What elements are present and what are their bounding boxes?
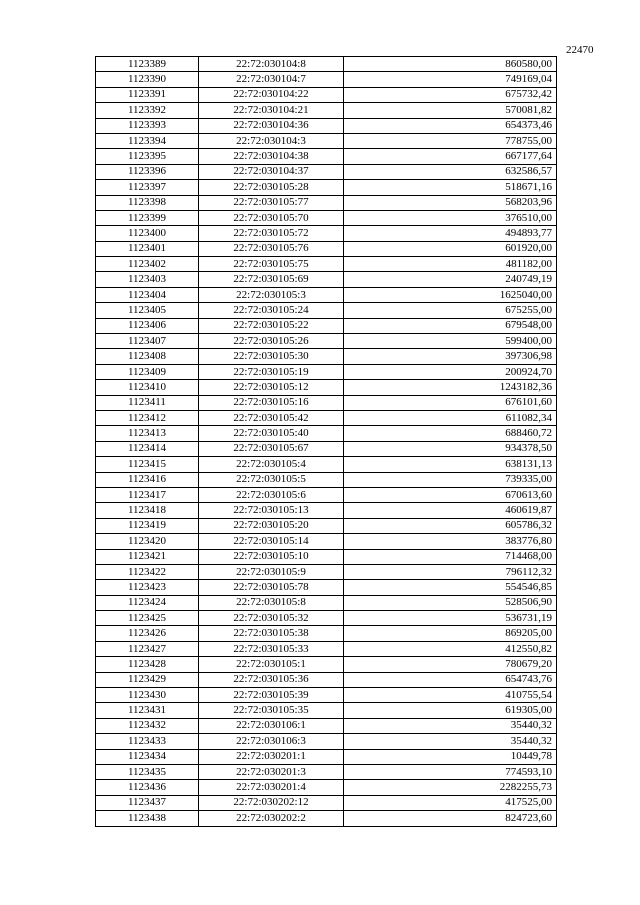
cadastral-value-cell: 518671,16 (344, 180, 557, 195)
table-row (96, 595, 557, 610)
table-row (96, 503, 557, 518)
cadastral-value-cell: 679548,00 (344, 318, 557, 333)
row-number-cell: 1123399 (96, 210, 199, 225)
table-row (96, 118, 557, 133)
registry-table (95, 56, 557, 827)
row-number-cell: 1123407 (96, 334, 199, 349)
row-number-cell: 1123404 (96, 287, 199, 302)
table-row (96, 657, 557, 672)
cadastral-value-cell: 774593,10 (344, 764, 557, 779)
cadastral-value-cell: 417525,00 (344, 795, 557, 810)
cadastral-value-cell: 536731,19 (344, 611, 557, 626)
table-row (96, 764, 557, 779)
cadastral-value-cell: 739335,00 (344, 472, 557, 487)
cadastral-number-cell: 22:72:030105:72 (199, 226, 344, 241)
table-row (96, 426, 557, 441)
cadastral-number-cell: 22:72:030104:38 (199, 149, 344, 164)
cadastral-number-cell: 22:72:030104:37 (199, 164, 344, 179)
cadastral-number-cell: 22:72:030105:30 (199, 349, 344, 364)
table-row (96, 564, 557, 579)
cadastral-number-cell: 22:72:030105:14 (199, 534, 344, 549)
page-number: 22470 (566, 44, 594, 56)
cadastral-number-cell: 22:72:030105:78 (199, 580, 344, 595)
row-number-cell: 1123422 (96, 564, 199, 579)
cadastral-number-cell: 22:72:030202:12 (199, 795, 344, 810)
cadastral-number-cell: 22:72:030104:36 (199, 118, 344, 133)
row-number-cell: 1123406 (96, 318, 199, 333)
row-number-cell: 1123428 (96, 657, 199, 672)
row-number-cell: 1123423 (96, 580, 199, 595)
table-row (96, 518, 557, 533)
row-number-cell: 1123426 (96, 626, 199, 641)
table-row (96, 472, 557, 487)
row-number-cell: 1123424 (96, 595, 199, 610)
table-row (96, 410, 557, 425)
row-number-cell: 1123421 (96, 549, 199, 564)
row-number-cell: 1123436 (96, 780, 199, 795)
row-number-cell: 1123435 (96, 764, 199, 779)
cadastral-value-cell: 654373,46 (344, 118, 557, 133)
cadastral-number-cell: 22:72:030105:38 (199, 626, 344, 641)
cadastral-number-cell: 22:72:030105:69 (199, 272, 344, 287)
table-row (96, 534, 557, 549)
table-row (96, 703, 557, 718)
cadastral-value-cell: 376510,00 (344, 210, 557, 225)
table-row (96, 549, 557, 564)
row-number-cell: 1123415 (96, 457, 199, 472)
cadastral-value-cell: 412550,82 (344, 641, 557, 656)
cadastral-value-cell: 611082,34 (344, 410, 557, 425)
row-number-cell: 1123427 (96, 641, 199, 656)
table-row (96, 210, 557, 225)
cadastral-number-cell: 22:72:030104:8 (199, 57, 344, 72)
cadastral-value-cell: 675255,00 (344, 303, 557, 318)
row-number-cell: 1123408 (96, 349, 199, 364)
row-number-cell: 1123401 (96, 241, 199, 256)
cadastral-value-cell: 200924,70 (344, 364, 557, 379)
cadastral-number-cell: 22:72:030105:35 (199, 703, 344, 718)
table-row (96, 103, 557, 118)
cadastral-value-cell: 568203,96 (344, 195, 557, 210)
row-number-cell: 1123402 (96, 257, 199, 272)
cadastral-value-cell: 605786,32 (344, 518, 557, 533)
cadastral-number-cell: 22:72:030105:26 (199, 334, 344, 349)
cadastral-value-cell: 460619,87 (344, 503, 557, 518)
row-number-cell: 1123393 (96, 118, 199, 133)
cadastral-number-cell: 22:72:030106:1 (199, 718, 344, 733)
cadastral-value-cell: 10449,78 (344, 749, 557, 764)
table-row (96, 457, 557, 472)
table-row (96, 580, 557, 595)
table-row (96, 349, 557, 364)
cadastral-value-cell: 778755,00 (344, 133, 557, 148)
table-row (96, 241, 557, 256)
row-number-cell: 1123413 (96, 426, 199, 441)
cadastral-number-cell: 22:72:030105:40 (199, 426, 344, 441)
table-row (96, 641, 557, 656)
table-row (96, 441, 557, 456)
row-number-cell: 1123431 (96, 703, 199, 718)
table-row (96, 364, 557, 379)
cadastral-value-cell: 1243182,36 (344, 380, 557, 395)
cadastral-number-cell: 22:72:030105:39 (199, 688, 344, 703)
cadastral-value-cell: 654743,76 (344, 672, 557, 687)
cadastral-number-cell: 22:72:030202:2 (199, 811, 344, 826)
cadastral-number-cell: 22:72:030105:10 (199, 549, 344, 564)
cadastral-number-cell: 22:72:030105:24 (199, 303, 344, 318)
cadastral-number-cell: 22:72:030105:28 (199, 180, 344, 195)
cadastral-value-cell: 494893,77 (344, 226, 557, 241)
row-number-cell: 1123425 (96, 611, 199, 626)
table-row (96, 57, 557, 72)
table-row (96, 395, 557, 410)
table-row (96, 487, 557, 502)
cadastral-value-cell: 796112,32 (344, 564, 557, 579)
cadastral-number-cell: 22:72:030105:4 (199, 457, 344, 472)
table-row (96, 72, 557, 87)
cadastral-value-cell: 632586,57 (344, 164, 557, 179)
row-number-cell: 1123410 (96, 380, 199, 395)
cadastral-value-cell: 599400,00 (344, 334, 557, 349)
table-row (96, 287, 557, 302)
cadastral-number-cell: 22:72:030106:3 (199, 734, 344, 749)
cadastral-value-cell: 749169,04 (344, 72, 557, 87)
cadastral-number-cell: 22:72:030105:33 (199, 641, 344, 656)
row-number-cell: 1123394 (96, 133, 199, 148)
table-row (96, 749, 557, 764)
row-number-cell: 1123390 (96, 72, 199, 87)
cadastral-number-cell: 22:72:030105:20 (199, 518, 344, 533)
table-row (96, 303, 557, 318)
cadastral-number-cell: 22:72:030105:9 (199, 564, 344, 579)
cadastral-value-cell: 860580,00 (344, 57, 557, 72)
cadastral-value-cell: 667177,64 (344, 149, 557, 164)
row-number-cell: 1123403 (96, 272, 199, 287)
cadastral-number-cell: 22:72:030105:32 (199, 611, 344, 626)
table-row (96, 272, 557, 287)
cadastral-number-cell: 22:72:030105:22 (199, 318, 344, 333)
table-row (96, 195, 557, 210)
cadastral-number-cell: 22:72:030105:77 (199, 195, 344, 210)
row-number-cell: 1123392 (96, 103, 199, 118)
cadastral-number-cell: 22:72:030105:16 (199, 395, 344, 410)
cadastral-value-cell: 869205,00 (344, 626, 557, 641)
cadastral-value-cell: 481182,00 (344, 257, 557, 272)
row-number-cell: 1123433 (96, 734, 199, 749)
table-row (96, 257, 557, 272)
cadastral-number-cell: 22:72:030105:6 (199, 487, 344, 502)
row-number-cell: 1123395 (96, 149, 199, 164)
row-number-cell: 1123417 (96, 487, 199, 502)
cadastral-number-cell: 22:72:030105:13 (199, 503, 344, 518)
row-number-cell: 1123412 (96, 410, 199, 425)
row-number-cell: 1123434 (96, 749, 199, 764)
row-number-cell: 1123389 (96, 57, 199, 72)
cadastral-number-cell: 22:72:030105:70 (199, 210, 344, 225)
row-number-cell: 1123419 (96, 518, 199, 533)
table-row (96, 688, 557, 703)
cadastral-number-cell: 22:72:030201:3 (199, 764, 344, 779)
cadastral-number-cell: 22:72:030201:1 (199, 749, 344, 764)
cadastral-number-cell: 22:72:030105:42 (199, 410, 344, 425)
table-row (96, 734, 557, 749)
cadastral-number-cell: 22:72:030201:4 (199, 780, 344, 795)
row-number-cell: 1123400 (96, 226, 199, 241)
row-number-cell: 1123438 (96, 811, 199, 826)
table-row (96, 780, 557, 795)
table-row (96, 811, 557, 826)
cadastral-value-cell: 824723,60 (344, 811, 557, 826)
row-number-cell: 1123397 (96, 180, 199, 195)
table-row (96, 334, 557, 349)
cadastral-value-cell: 601920,00 (344, 241, 557, 256)
cadastral-value-cell: 570081,82 (344, 103, 557, 118)
row-number-cell: 1123391 (96, 87, 199, 102)
table-row (96, 87, 557, 102)
table-row (96, 626, 557, 641)
row-number-cell: 1123409 (96, 364, 199, 379)
cadastral-number-cell: 22:72:030104:22 (199, 87, 344, 102)
cadastral-number-cell: 22:72:030104:3 (199, 133, 344, 148)
cadastral-value-cell: 619305,00 (344, 703, 557, 718)
cadastral-number-cell: 22:72:030105:36 (199, 672, 344, 687)
cadastral-value-cell: 528506,90 (344, 595, 557, 610)
row-number-cell: 1123437 (96, 795, 199, 810)
row-number-cell: 1123418 (96, 503, 199, 518)
row-number-cell: 1123414 (96, 441, 199, 456)
cadastral-value-cell: 35440,32 (344, 734, 557, 749)
cadastral-number-cell: 22:72:030105:19 (199, 364, 344, 379)
cadastral-value-cell: 383776,80 (344, 534, 557, 549)
cadastral-value-cell: 714468,00 (344, 549, 557, 564)
table-row (96, 718, 557, 733)
row-number-cell: 1123396 (96, 164, 199, 179)
cadastral-number-cell: 22:72:030105:8 (199, 595, 344, 610)
table-row (96, 611, 557, 626)
cadastral-number-cell: 22:72:030105:67 (199, 441, 344, 456)
table-row (96, 133, 557, 148)
table-row (96, 149, 557, 164)
cadastral-value-cell: 670613,60 (344, 487, 557, 502)
cadastral-number-cell: 22:72:030104:21 (199, 103, 344, 118)
row-number-cell: 1123405 (96, 303, 199, 318)
cadastral-value-cell: 780679,20 (344, 657, 557, 672)
cadastral-value-cell: 934378,50 (344, 441, 557, 456)
row-number-cell: 1123432 (96, 718, 199, 733)
cadastral-value-cell: 1625040,00 (344, 287, 557, 302)
row-number-cell: 1123420 (96, 534, 199, 549)
row-number-cell: 1123429 (96, 672, 199, 687)
table-row (96, 672, 557, 687)
cadastral-value-cell: 397306,98 (344, 349, 557, 364)
cadastral-number-cell: 22:72:030105:1 (199, 657, 344, 672)
cadastral-value-cell: 638131,13 (344, 457, 557, 472)
cadastral-number-cell: 22:72:030105:12 (199, 380, 344, 395)
cadastral-value-cell: 675732,42 (344, 87, 557, 102)
cadastral-number-cell: 22:72:030105:75 (199, 257, 344, 272)
row-number-cell: 1123430 (96, 688, 199, 703)
cadastral-number-cell: 22:72:030105:5 (199, 472, 344, 487)
cadastral-value-cell: 554546,85 (344, 580, 557, 595)
cadastral-number-cell: 22:72:030105:3 (199, 287, 344, 302)
cadastral-value-cell: 676101,60 (344, 395, 557, 410)
cadastral-value-cell: 2282255,73 (344, 780, 557, 795)
row-number-cell: 1123416 (96, 472, 199, 487)
table-row (96, 164, 557, 179)
cadastral-number-cell: 22:72:030105:76 (199, 241, 344, 256)
row-number-cell: 1123398 (96, 195, 199, 210)
cadastral-value-cell: 688460,72 (344, 426, 557, 441)
table-row (96, 795, 557, 810)
table-row (96, 226, 557, 241)
cadastral-value-cell: 410755,54 (344, 688, 557, 703)
cadastral-value-cell: 35440,32 (344, 718, 557, 733)
table-row (96, 180, 557, 195)
registry-table-body (96, 57, 557, 827)
table-row (96, 318, 557, 333)
row-number-cell: 1123411 (96, 395, 199, 410)
cadastral-value-cell: 240749,19 (344, 272, 557, 287)
cadastral-number-cell: 22:72:030104:7 (199, 72, 344, 87)
table-row (96, 380, 557, 395)
